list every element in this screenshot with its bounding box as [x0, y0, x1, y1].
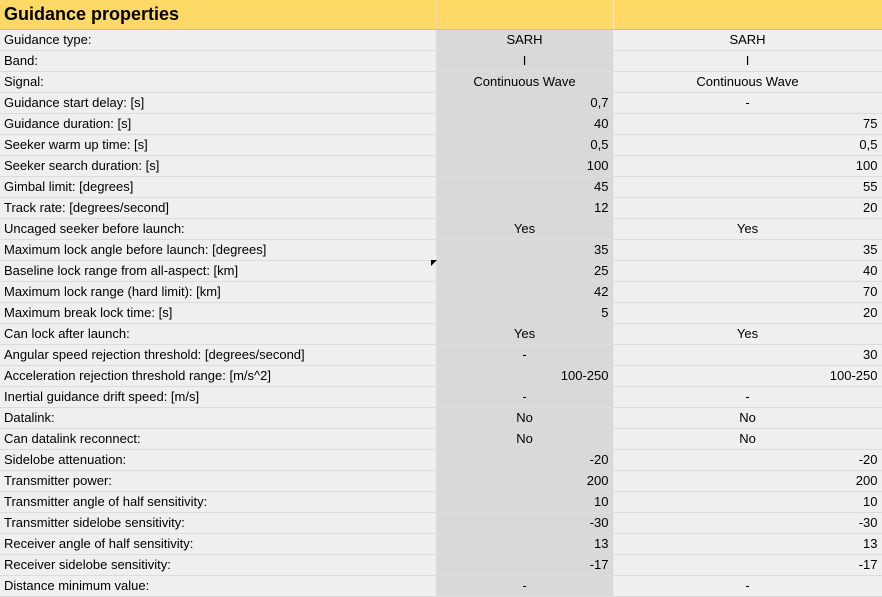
- header-cell-col1[interactable]: [436, 0, 613, 30]
- value-cell-col1[interactable]: No: [436, 429, 613, 450]
- value-cell-col1[interactable]: 5: [436, 303, 613, 324]
- row-label[interactable]: Guidance duration: [s]: [0, 114, 436, 135]
- value-cell-col1[interactable]: 25: [436, 261, 613, 282]
- row-label[interactable]: Datalink:: [0, 408, 436, 429]
- table-row: [0, 324, 882, 345]
- table-row: [0, 513, 882, 534]
- value-cell-col2[interactable]: Yes: [613, 219, 882, 240]
- value-cell-col1[interactable]: 40: [436, 114, 613, 135]
- row-label[interactable]: Acceleration rejection threshold range: [m/s^2]: [0, 366, 436, 387]
- value-cell-col1[interactable]: -: [436, 576, 613, 597]
- value-cell-col1[interactable]: Yes: [436, 219, 613, 240]
- row-label[interactable]: Gimbal limit: [degrees]: [0, 177, 436, 198]
- value-cell-col2[interactable]: 13: [613, 534, 882, 555]
- value-cell-col1[interactable]: 0,5: [436, 135, 613, 156]
- value-cell-col2[interactable]: -30: [613, 513, 882, 534]
- table-row: [0, 240, 882, 261]
- value-cell-col1[interactable]: Continuous Wave: [436, 72, 613, 93]
- row-label[interactable]: Inertial guidance drift speed: [m/s]: [0, 387, 436, 408]
- value-cell-col2[interactable]: 0,5: [613, 135, 882, 156]
- value-cell-col2[interactable]: No: [613, 408, 882, 429]
- row-label[interactable]: Band:: [0, 51, 436, 72]
- value-cell-col2[interactable]: -: [613, 576, 882, 597]
- value-cell-col2[interactable]: 75: [613, 114, 882, 135]
- table-row: [0, 534, 882, 555]
- row-label[interactable]: Track rate: [degrees/second]: [0, 198, 436, 219]
- value-cell-col1[interactable]: 13: [436, 534, 613, 555]
- value-cell-col2[interactable]: Yes: [613, 324, 882, 345]
- table-row: [0, 450, 882, 471]
- value-cell-col2[interactable]: Continuous Wave: [613, 72, 882, 93]
- table-row: [0, 156, 882, 177]
- value-cell-col1[interactable]: 45: [436, 177, 613, 198]
- value-cell-col2[interactable]: -: [613, 387, 882, 408]
- value-cell-col2[interactable]: SARH: [613, 30, 882, 51]
- value-cell-col1[interactable]: SARH: [436, 30, 613, 51]
- row-label[interactable]: Transmitter angle of half sensitivity:: [0, 492, 436, 513]
- row-label[interactable]: Maximum break lock time: [s]: [0, 303, 436, 324]
- table-row: [0, 555, 882, 576]
- value-cell-col2[interactable]: 35: [613, 240, 882, 261]
- row-label[interactable]: Maximum lock angle before launch: [degrees]: [0, 240, 436, 261]
- value-cell-col2[interactable]: 20: [613, 198, 882, 219]
- table-row: [0, 576, 882, 597]
- value-cell-col2[interactable]: 200: [613, 471, 882, 492]
- value-cell-col1[interactable]: -30: [436, 513, 613, 534]
- value-cell-col2[interactable]: 55: [613, 177, 882, 198]
- value-cell-col2[interactable]: 70: [613, 282, 882, 303]
- value-cell-col1[interactable]: 100: [436, 156, 613, 177]
- row-label[interactable]: Can lock after launch:: [0, 324, 436, 345]
- value-cell-col1[interactable]: 0,7: [436, 93, 613, 114]
- table-row: [0, 345, 882, 366]
- value-cell-col1[interactable]: I: [436, 51, 613, 72]
- table-row: [0, 177, 882, 198]
- value-cell-col2[interactable]: -17: [613, 555, 882, 576]
- row-label[interactable]: Transmitter power:: [0, 471, 436, 492]
- table-row: [0, 282, 882, 303]
- table-row: [0, 30, 882, 51]
- row-label[interactable]: Can datalink reconnect:: [0, 429, 436, 450]
- value-cell-col1[interactable]: Yes: [436, 324, 613, 345]
- value-cell-col1[interactable]: -: [436, 345, 613, 366]
- table-row: [0, 492, 882, 513]
- header-row: [0, 0, 882, 30]
- table-row: [0, 387, 882, 408]
- value-cell-col1[interactable]: -17: [436, 555, 613, 576]
- table-row: [0, 93, 882, 114]
- row-label[interactable]: Sidelobe attenuation:: [0, 450, 436, 471]
- row-label[interactable]: Baseline lock range from all-aspect: [km]: [0, 261, 436, 282]
- row-label[interactable]: Angular speed rejection threshold: [degrees/second]: [0, 345, 436, 366]
- value-cell-col1[interactable]: -20: [436, 450, 613, 471]
- value-cell-col1[interactable]: 200: [436, 471, 613, 492]
- row-label[interactable]: Maximum lock range (hard limit): [km]: [0, 282, 436, 303]
- value-cell-col1[interactable]: 10: [436, 492, 613, 513]
- table-row: [0, 471, 882, 492]
- row-label[interactable]: Distance minimum value:: [0, 576, 436, 597]
- table-row: [0, 72, 882, 93]
- value-cell-col1[interactable]: 12: [436, 198, 613, 219]
- value-cell-col2[interactable]: 10: [613, 492, 882, 513]
- table-row: [0, 408, 882, 429]
- comment-indicator-icon[interactable]: [431, 260, 437, 266]
- value-cell-col2[interactable]: 20: [613, 303, 882, 324]
- row-label[interactable]: Receiver sidelobe sensitivity:: [0, 555, 436, 576]
- value-cell-col1[interactable]: No: [436, 408, 613, 429]
- row-label[interactable]: Seeker warm up time: [s]: [0, 135, 436, 156]
- table-row: [0, 219, 882, 240]
- row-label[interactable]: Uncaged seeker before launch:: [0, 219, 436, 240]
- row-label[interactable]: Receiver angle of half sensitivity:: [0, 534, 436, 555]
- table-row: [0, 198, 882, 219]
- row-label[interactable]: Seeker search duration: [s]: [0, 156, 436, 177]
- table-row: [0, 429, 882, 450]
- value-cell-col1[interactable]: 42: [436, 282, 613, 303]
- section-title[interactable]: Guidance properties: [0, 0, 436, 30]
- row-label[interactable]: Signal:: [0, 72, 436, 93]
- table-row: [0, 303, 882, 324]
- row-label[interactable]: Transmitter sidelobe sensitivity:: [0, 513, 436, 534]
- table-row: [0, 261, 882, 282]
- value-cell-col2[interactable]: I: [613, 51, 882, 72]
- value-cell-col2[interactable]: 40: [613, 261, 882, 282]
- value-cell-col2[interactable]: -: [613, 93, 882, 114]
- value-cell-col2[interactable]: 100-250: [613, 366, 882, 387]
- value-cell-col1[interactable]: -: [436, 387, 613, 408]
- row-label[interactable]: Guidance start delay: [s]: [0, 93, 436, 114]
- value-cell-col2[interactable]: 30: [613, 345, 882, 366]
- row-label[interactable]: Guidance type:: [0, 30, 436, 51]
- table-row: [0, 135, 882, 156]
- value-cell-col2[interactable]: -20: [613, 450, 882, 471]
- value-cell-col2[interactable]: 100: [613, 156, 882, 177]
- table-row: [0, 114, 882, 135]
- value-cell-col1[interactable]: 35: [436, 240, 613, 261]
- header-cell-col2[interactable]: [613, 0, 882, 30]
- table-row: [0, 51, 882, 72]
- value-cell-col1[interactable]: 100-250: [436, 366, 613, 387]
- value-cell-col2[interactable]: No: [613, 429, 882, 450]
- table-row: [0, 366, 882, 387]
